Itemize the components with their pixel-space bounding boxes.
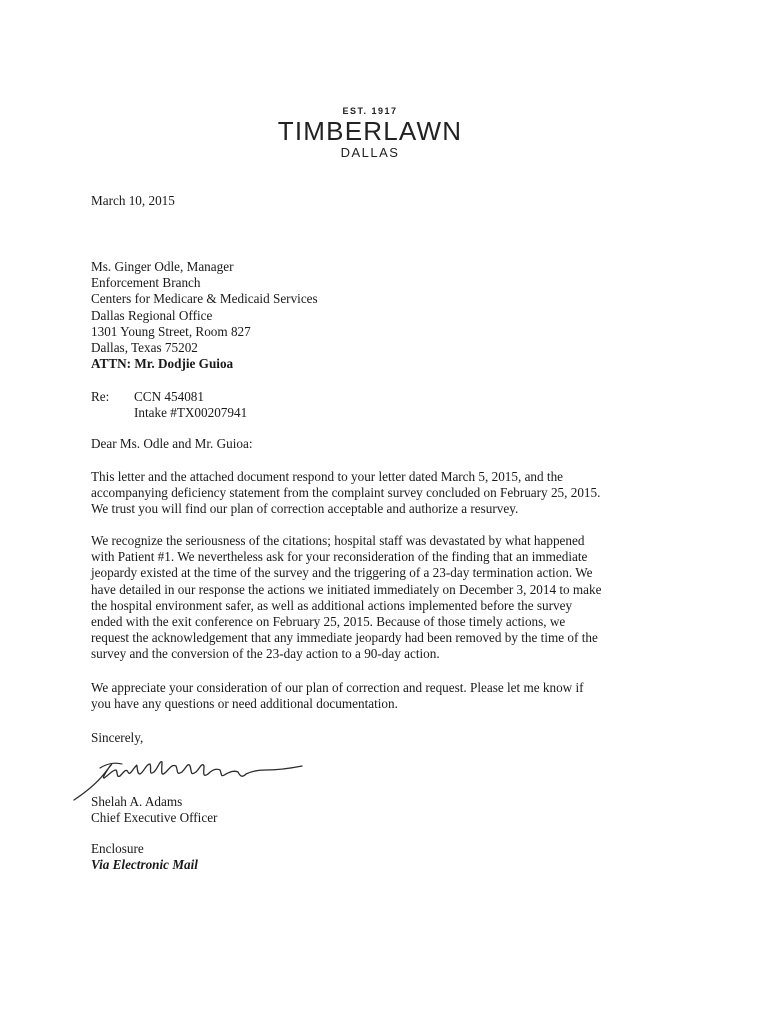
body-paragraph-2	[91, 533, 661, 663]
paragraph-line: survey and the conversion of the 23-day action to a 90-day action.	[91, 646, 440, 662]
address-line: Centers for Medicare & Medicaid Services	[91, 291, 318, 307]
paragraph-line: you have any questions or need additional documentation.	[91, 696, 398, 712]
paragraph-line: We recognize the seriousness of the citations; hospital staff was devastated by what happened	[91, 533, 585, 548]
signer-name: Shelah A. Adams	[91, 794, 183, 809]
address-line: Ms. Ginger Odle, Manager	[91, 259, 234, 274]
paragraph-line: accompanying deficiency statement from the complaint survey concluded on February 25, 2015.	[91, 485, 601, 501]
address-line: Dallas Regional Office	[91, 307, 213, 323]
salutation: Dear Ms. Odle and Mr. Guioa:	[91, 436, 253, 451]
reference-line: Intake #TX00207941	[134, 405, 248, 421]
reference-label: Re:	[91, 389, 110, 404]
recipient-address	[91, 259, 318, 372]
paragraph-line: request the acknowledgement that any immediate jeopardy had been removed by the time of the	[91, 630, 598, 646]
brand-name: TIMBERLAWN	[277, 116, 463, 146]
paragraph-line: with Patient #1. We nevertheless ask for your reconsideration of the finding that an immediate	[91, 549, 588, 565]
paragraph-line: have detailed in our response the actions we initiated immediately on December 3, 2014 to make	[91, 581, 602, 597]
paragraph-line: We appreciate your consideration of our plan of correction and request. Please let me know if	[91, 680, 584, 695]
paragraph-line: We trust you will find our plan of correction acceptable and authorize a resurvey.	[91, 501, 519, 517]
letterhead	[0, 106, 740, 161]
address-line: Dallas, Texas 75202	[91, 340, 198, 356]
brand-city: DALLAS	[340, 145, 400, 160]
closing: Sincerely,	[91, 730, 144, 745]
delivery-method: Via Electronic Mail	[91, 857, 198, 873]
address-line: 1301 Young Street, Room 827	[91, 323, 251, 339]
paragraph-line: This letter and the attached document respond to your letter dated March 5, 2015, and the	[91, 469, 564, 484]
paragraph-line: jeopardy existed at the time of the survey and the triggering of a 23-day termination action. We	[91, 565, 593, 581]
reference-block	[91, 389, 247, 421]
established-year: EST. 1917	[342, 106, 398, 116]
paragraph-line: ended with the exit conference on February 25, 2015. Because of those timely actions, we	[91, 614, 566, 630]
body-paragraph-1	[91, 469, 661, 518]
enclosure-block	[91, 841, 198, 873]
signer-title: Chief Executive Officer	[91, 810, 218, 826]
attention-line: ATTN: Mr. Dodjie Guioa	[91, 356, 234, 372]
enclosure-label: Enclosure	[91, 841, 144, 856]
letter-date: March 10, 2015	[91, 193, 175, 208]
reference-line: CCN 454081	[134, 389, 204, 404]
paragraph-line: the hospital environment safer, as well as additional actions implemented before the survey	[91, 597, 573, 613]
body-paragraph-3	[91, 680, 661, 712]
signer-block	[91, 794, 217, 826]
address-line: Enforcement Branch	[91, 275, 201, 291]
